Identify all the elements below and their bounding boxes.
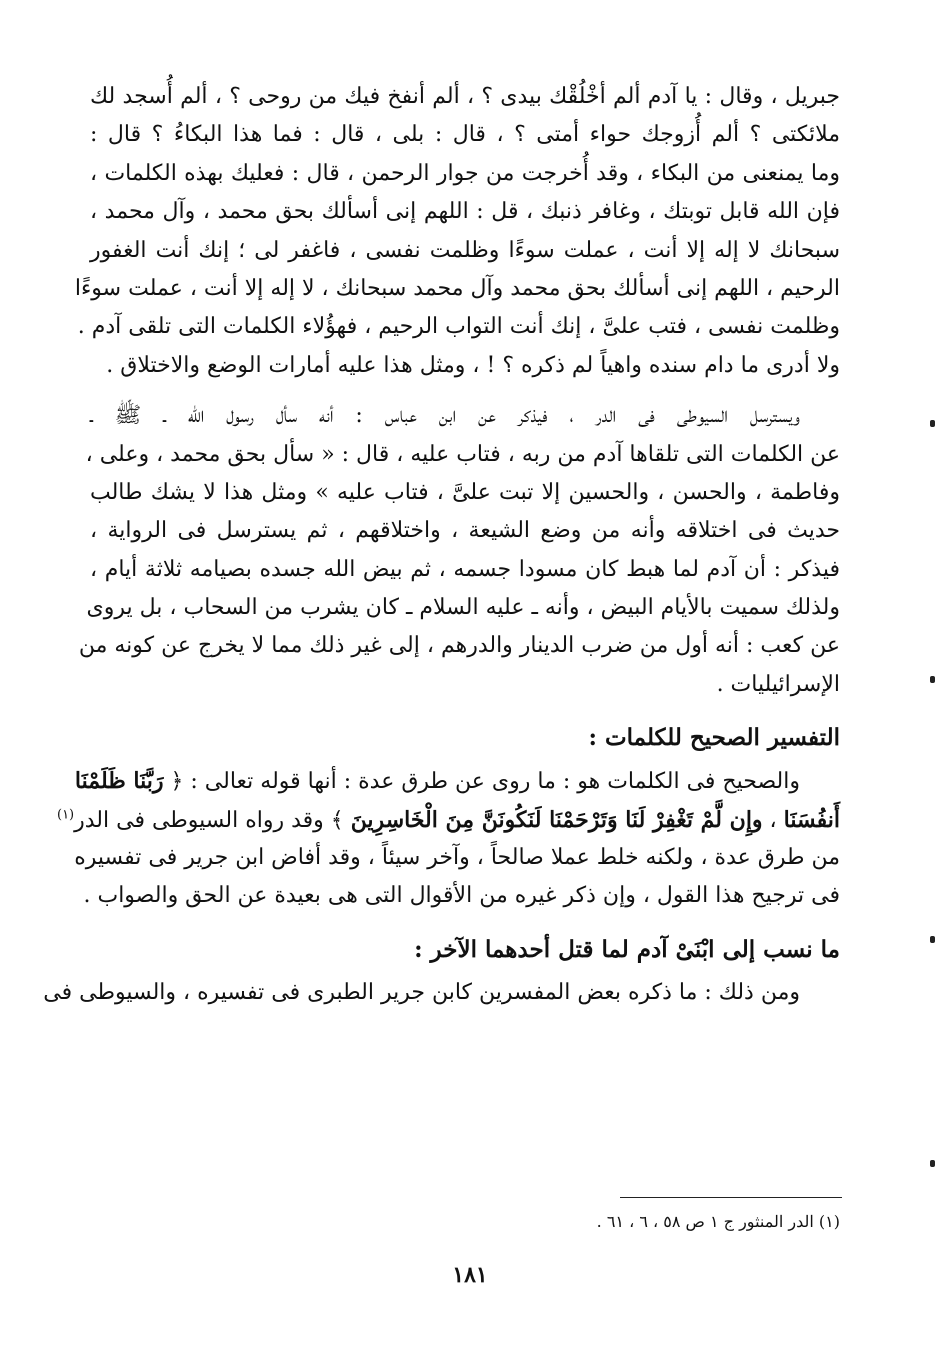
- text-line: ولا أدرى ما دام سنده واهياً لم ذكره ؟ ! ، ومثل هذا عليه أمارات الوضع والاختلاق .: [106, 352, 840, 378]
- footnote-reference: (١): [56, 807, 75, 823]
- text-line: ويسترسل السيوطى فى الدر ، فيذكر عن ابن عباس : أنه سأل رسول الله ـ ﷺ ـ: [90, 403, 800, 429]
- text-line: ولذلك سميت بالأيام البيض ، وأنه ـ عليه السلام ـ كان يشرب من السحاب ، بل يروى: [86, 595, 840, 621]
- text-run: ﴾ وقد رواه السيوطى فى الدر: [74, 807, 351, 833]
- text-line: جبريل ، وقال : يا آدم ألم أخْلُقْك بيدى ؟ ، ألم أنفخ فيك من روحى ؟ ، ألم أُسجد لك: [90, 84, 840, 109]
- footnote-divider: [620, 1197, 842, 1198]
- margin-dot: [930, 420, 935, 427]
- text-line: عن الكلمات التى تلقاها آدم من ربه ، فتاب عليه ، قال : « سأل بحق محمد ، وعلى ،: [85, 441, 840, 467]
- text-run: والصحيح فى الكلمات هو : ما روى عن طرق عدة : أنها قوله تعالى : ﴿: [170, 769, 800, 795]
- section-heading-sons-of-adam: ما نسب إلى ابْنَىْ آدم لما قتل أحدهما الآخر :: [414, 935, 840, 963]
- quran-verse: أَنفُسَنَا: [783, 806, 840, 833]
- text-line: فإن الله قابل توبتك ، وغافر ذنبك ، قل : اللهم إنى أسألك بحق محمد ، وآل محمد ،: [90, 199, 840, 225]
- section-heading-correct-tafsir: التفسير الصحيح للكلمات :: [588, 724, 840, 752]
- text-line: ومن ذلك : ما ذكره بعض المفسرين كابن جرير الطبرى فى تفسيره ، والسيوطى فى: [43, 979, 800, 1005]
- text-line: وفاطمة ، والحسن ، والحسين إلا تبت علىَّ ، فتاب عليه » ومثل هذا لا يشك طالب: [90, 479, 840, 505]
- margin-dot: [930, 1160, 935, 1167]
- text-line: [56, 801, 840, 839]
- paragraph-2: [78, 397, 840, 704]
- text-line: الإسرائيليات .: [716, 671, 840, 697]
- text-line: ملائكتى ؟ ألم أُزوجك حواء أمتى ؟ ، قال : بلى ، قال : فما هذا البكاءُ ؟ قال :: [90, 122, 840, 148]
- text-line: فى ترجيح هذا القول ، وإن ذكر غيره من الأقوال التى هى بعيدة عن الحق والصواب .: [83, 883, 840, 909]
- paragraph-1: [74, 78, 840, 385]
- text-line: [74, 762, 840, 800]
- text-line: عن كعب : أنه أول من ضرب الدينار والدرهم ، إلى غير ذلك مما لا يخرج عن كونه من: [78, 633, 840, 659]
- text-line: فيذكر : أن آدم لما هبط كان مسودا جسمه ، ثم بيض الله جسده بصيامه ثلاثة أيام ،: [90, 556, 840, 582]
- margin-dot: [930, 936, 935, 943]
- paragraph-3: [56, 762, 840, 916]
- text-line: وما يمنعنى من البكاء ، وقد أُخرجت من جوار الرحمن ، قال : فعليك بهذه الكلمات ،: [90, 160, 840, 186]
- text-line: وظلمت نفسى ، فتب علىَّ ، إنك أنت التواب الرحيم ، فهؤُلاء الكلمات التى تلقى آدم .: [77, 314, 840, 340]
- quran-verse: وإِن لَّمْ تَغْفِرْ لَنَا وَتَرْحَمْنَا لَنَكُونَنَّ مِنَ الْخَاسِرِينَ: [350, 806, 763, 833]
- margin-dot: [930, 676, 935, 683]
- text-run: ،: [762, 807, 784, 833]
- page-number: ١٨١: [452, 1262, 488, 1288]
- text-line: من طرق عدة ، ولكنه خلط عملا صالحاً ، وآخر سيئاً ، وقد أفاض ابن جرير فى تفسيره: [74, 845, 840, 871]
- text-line: حديث فى اختلاقه وأنه من وضع الشيعة ، واختلاقهم ، ثم يسترسل فى الرواية ،: [90, 518, 840, 544]
- text-line: سبحانك لا إله إلا أنت ، عملت سوءًا وظلمت نفسى ، فاغفر لى ؛ إنك أنت الغفور: [90, 237, 840, 263]
- page-body: [43, 78, 840, 1012]
- footnote: (١) الدر المنثور ج ١ ص ٥٨ ، ٦ ، ٦١ .: [596, 1212, 840, 1231]
- text-line: الرحيم ، اللهم إنى أسألك بحق محمد وآل محمد سبحانك ، لا إله إلا أنت ، عملت سوءًا: [74, 275, 840, 301]
- paragraph-4: [43, 974, 840, 1012]
- quran-verse: رَبَّنَا ظَلَمْنَا: [74, 768, 164, 795]
